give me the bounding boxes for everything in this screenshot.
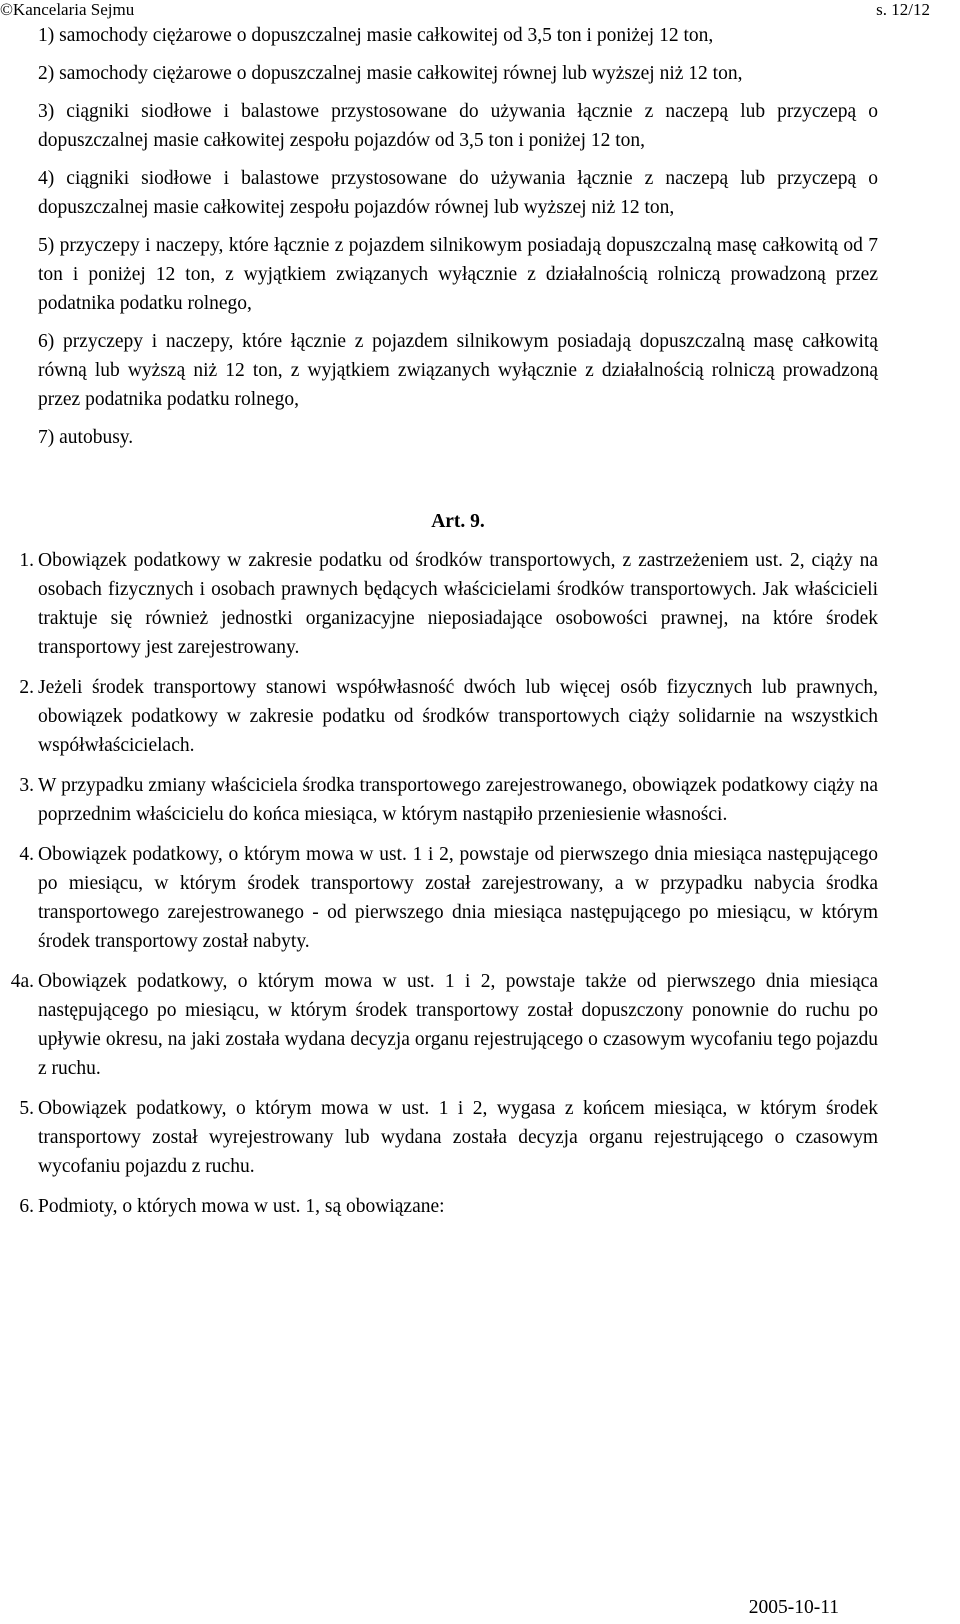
document-date: 2005-10-11 — [748, 1597, 839, 1618]
copyright-header: ©Kancelaria Sejmu — [0, 0, 135, 19]
document-body — [10, 21, 878, 1232]
article-paragraph — [19, 1094, 878, 1181]
list-item: 4) ciągniki siodłowe i balastowe przystosowane do używania łącznie z naczepą lub przyczepą o dopuszczalnej masie całkowitej zespołu pojazdów równej lub wyższej niż 12 ton, — [38, 168, 878, 218]
paragraph-number: 5. — [19, 1098, 34, 1119]
list-item: 2) samochody ciężarowe o dopuszczalnej masie całkowitej równej lub wyższej niż 12 ton, — [38, 63, 743, 84]
paragraph-number: 3. — [19, 775, 34, 796]
article-paragraph — [19, 840, 878, 956]
list-item: 7) autobusy. — [38, 427, 134, 448]
paragraph-number: 4a. — [10, 971, 34, 992]
paragraph-text: Jeżeli środek transportowy stanowi współwłasność dwóch lub więcej osób fizycznych lub prawnych, obowiązek podatkowy w zakresie podatku od środków transportowych ciąży solidarnie na wszystkich współwłaścicielach. — [38, 677, 878, 756]
list-item: 5) przyczepy i naczepy, które łącznie z pojazdem silnikowym posiadają dopuszczalną masę całkowitą od 7 ton i poniżej 12 ton, z wyjątkiem związanych wyłącznie z działalnością rolniczą prowadzoną przez podatnika podatku rolnego, — [38, 235, 878, 314]
article-paragraph — [10, 967, 878, 1083]
article-paragraph — [19, 771, 878, 829]
paragraph-text: Obowiązek podatkowy w zakresie podatku od środków transportowych, z zastrzeżeniem ust. 2, ciąży na osobach fizycznych i osobach prawnych będących właścicielami środków transportowych. Jak właścicieli traktuje się również jednostki organizacyjne nieposiadające osobowości prawnej, na które środek transportowy jest zarejestrowany. — [38, 550, 878, 658]
paragraph-text: Obowiązek podatkowy, o którym mowa w ust. 1 i 2, wygasa z końcem miesiąca, w którym środek transportowy został wyrejestrowany lub wydana została decyzja organu rejestrującego o czasowym wycofaniu pojazdu z ruchu. — [38, 1098, 878, 1177]
list-item: 1) samochody ciężarowe o dopuszczalnej masie całkowitej od 3,5 ton i poniżej 12 ton, — [38, 25, 714, 46]
paragraph-number: 4. — [19, 844, 34, 865]
paragraph-text: Obowiązek podatkowy, o którym mowa w ust. 1 i 2, powstaje od pierwszego dnia miesiąca następującego po miesiącu, w którym środek transportowy został zarejestrowany, a w przypadku nabycia środka transportowego zarejestrowanego - od pierwszego dnia miesiąca następującego po miesiącu, w którym środek transportowy został nabyty. — [38, 844, 878, 952]
paragraph-text: Podmioty, o których mowa w ust. 1, są obowiązane: — [38, 1196, 445, 1217]
paragraph-number: 2. — [19, 677, 34, 698]
article-paragraph — [19, 1192, 878, 1221]
article-title: Art. 9. — [431, 511, 485, 532]
paragraph-number: 6. — [19, 1196, 34, 1217]
list-item: 3) ciągniki siodłowe i balastowe przystosowane do używania łącznie z naczepą lub przyczepą o dopuszczalnej masie całkowitej zespołu pojazdów od 3,5 ton i poniżej 12 ton, — [38, 101, 878, 151]
paragraph-number: 1. — [19, 550, 34, 571]
paragraph-text: W przypadku zmiany właściciela środka transportowego zarejestrowanego, obowiązek podatkowy ciąży na poprzednim właścicielu do końca miesiąca, w którym nastąpiło przeniesienie własności. — [38, 775, 878, 825]
article-paragraph — [19, 673, 878, 760]
article-paragraph — [19, 546, 878, 662]
list-item: 6) przyczepy i naczepy, które łącznie z pojazdem silnikowym posiadają dopuszczalną masę całkowitą równą lub wyższą niż 12 ton, z wyjątkiem związanych wyłącznie z działalnością rolniczą prowadzoną przez podatnika podatku rolnego, — [38, 331, 878, 410]
page-number: s. 12/12 — [876, 0, 930, 19]
paragraph-text: Obowiązek podatkowy, o którym mowa w ust. 1 i 2, powstaje także od pierwszego dnia miesiąca następującego po miesiącu, w którym środek transportowy został dopuszczony ponownie do ruchu po upływie okresu, na jaki została wydana decyzja organu rejestrującego o czasowym wycofaniu tego pojazdu z ruchu. — [38, 971, 878, 1079]
